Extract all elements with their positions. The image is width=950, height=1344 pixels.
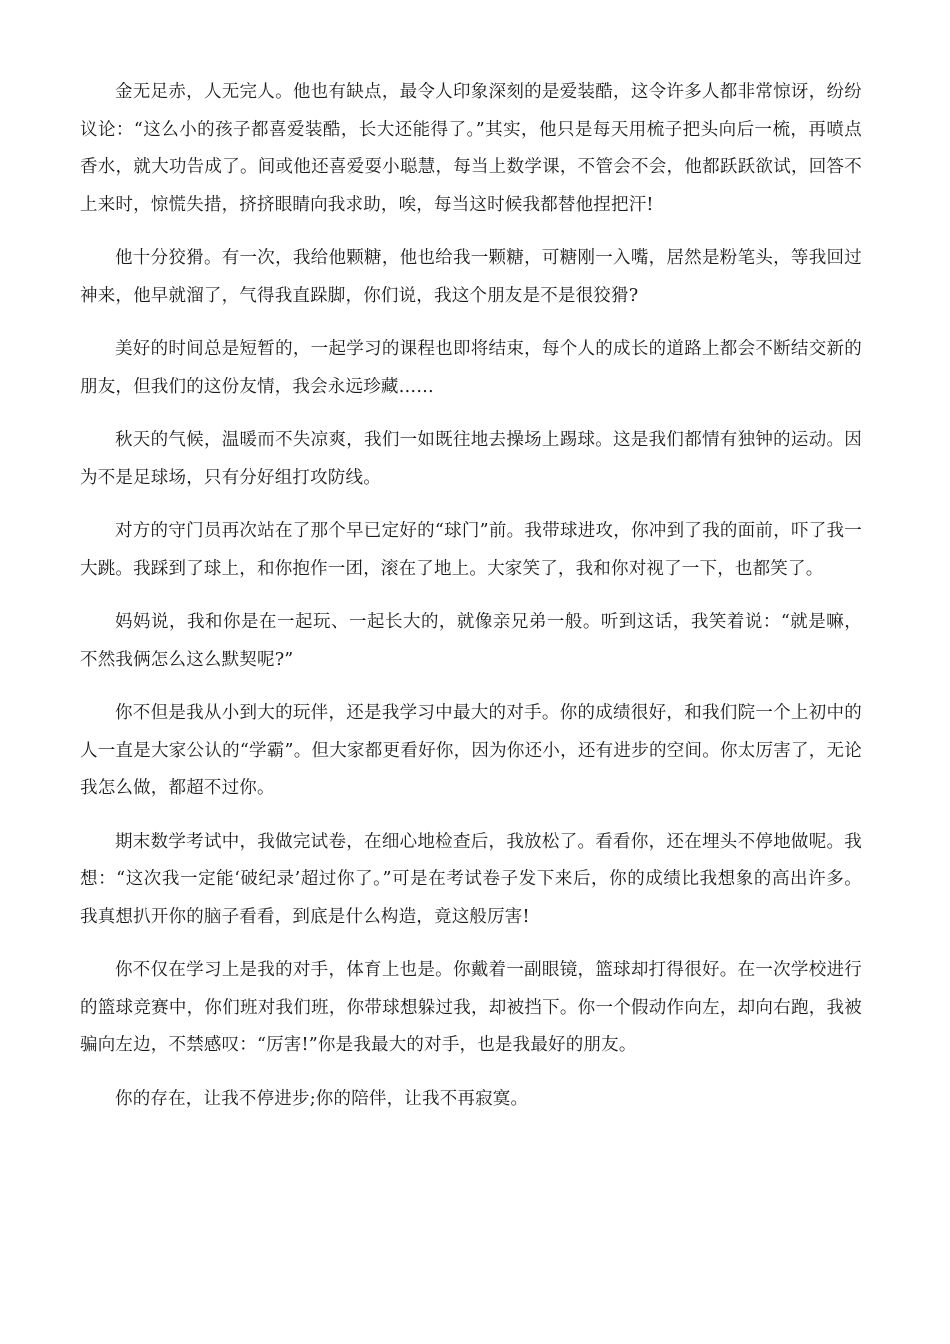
paragraph: 秋天的气候，温暖而不失凉爽，我们一如既往地去操场上踢球。这是我们都情有独钟的运动。因为不是足球场，只有分好组打攻防线。	[80, 430, 862, 488]
paragraph: 期末数学考试中，我做完试卷，在细心地检查后，我放松了。看看你，还在埋头不停地做呢。我想：“这次我一定能‘破纪录’超过你了。”可是在考试卷子发下来后，你的成绩比我想象的高出许多。我真想扒开你的脑子看看，到底是什么构造，竟这般厉害!	[80, 831, 862, 927]
paragraph: 对方的守门员再次站在了那个早已定好的“球门”前。我带球进攻，你冲到了我的面前，吓了我一大跳。我踩到了球上，和你抱作一团，滚在了地上。大家笑了，我和你对视了一下，也都笑了。	[80, 521, 862, 579]
paragraph: 妈妈说，我和你是在一起玩、一起长大的，就像亲兄弟一般。听到这话，我笑着说：“就是嘛，不然我俩怎么这么默契呢?”	[80, 612, 862, 670]
paragraph: 你的存在，让我不停进步;你的陪伴，让我不再寂寞。	[115, 1088, 529, 1109]
paragraph: 他十分狡猾。有一次，我给他颗糖，他也给我一颗糖，可糖刚一入嘴，居然是粉笔头，等我回过神来，他早就溜了，气得我直跺脚，你们说，我这个朋友是不是很狡猾?	[80, 248, 862, 306]
paragraph: 你不仅在学习上是我的对手，体育上也是。你戴着一副眼镜，篮球却打得很好。在一次学校进行的篮球竞赛中，你们班对我们班，你带球想躲过我，却被挡下。你一个假动作向左，却向右跑，我被骗向左边，不禁感叹：“厉害!”你是我最大的对手，也是我最好的朋友。	[80, 960, 862, 1055]
paragraph: 金无足赤，人无完人。他也有缺点，最令人印象深刻的是爱装酷，这令许多人都非常惊讶，纷纷议论：“这么小的孩子都喜爱装酷，长大还能得了。”其实，他只是每天用梳子把头向后一梳，再喷点香水，就大功告成了。间或他还喜爱耍小聪慧，每当上数学课，不管会不会，他都跃跃欲试，回答不上来时，惊慌失措，挤挤眼睛向我求助，唉，每当这时候我都替他捏把汗!	[80, 82, 862, 215]
paragraph: 你不但是我从小到大的玩伴，还是我学习中最大的对手。你的成绩很好，和我们院一个上初中的人一直是大家公认的“学霸”。但大家都更看好你，因为你还小，还有进步的空间。你太厉害了，无论我怎么做，都超不过你。	[80, 703, 862, 798]
document-body	[80, 74, 862, 1134]
paragraph: 美好的时间总是短暂的，一起学习的课程也即将结束，每个人的成长的道路上都会不断结交新的朋友，但我们的这份友情，我会永远珍藏……	[80, 339, 862, 397]
